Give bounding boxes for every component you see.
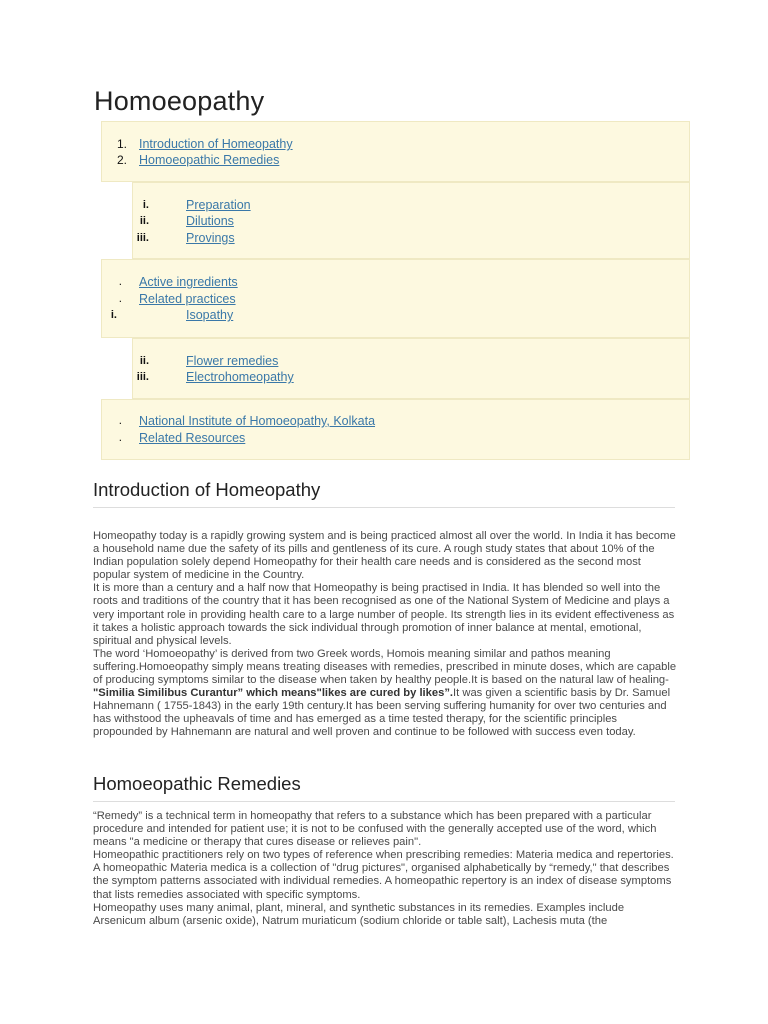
toc-link-introduction[interactable]: Introduction of Homeopathy	[139, 137, 293, 151]
paragraph: It is more than a century and a half now that Homeopathy is being practised in India. It has blended so well into the roots and traditions of the country that it has been recognised as one of the National System of Medicine and plays a very important role in providing health care to a large number of people. Its strength lies in its evident effectiveness as it takes a holistic approach towards the sick individual through promotion of inner balance at mental, emotional, spiritual and physical levels.	[93, 582, 675, 647]
toc-link-electrohomeopathy[interactable]: Electrohomeopathy	[186, 370, 294, 384]
toc-link-dilutions[interactable]: Dilutions	[186, 214, 234, 228]
section-heading-introduction: Introduction of Homeopathy	[93, 479, 675, 508]
toc-link-flower-remedies[interactable]: Flower remedies	[186, 354, 279, 368]
toc-item-marker: .	[118, 293, 122, 305]
toc-link-active-ingredients[interactable]: Active ingredients	[139, 275, 238, 289]
toc-link-related-practices[interactable]: Related practices	[139, 292, 236, 306]
toc-block-resources	[101, 399, 690, 460]
toc-block-main	[101, 121, 690, 182]
text-run: The word ‘Homoeopathy’ is derived from two Greek words, Homois meaning similar and pathos meaning suffering.Homoeopathy simply means treating diseases with remedies, prescribed in minute doses, which are capable of producing symptoms similar to the disease when taken by healthy people.It is based on the natural law of healing-	[93, 647, 677, 687]
toc-item-marker: 2.	[116, 153, 127, 167]
section-heading-remedies: Homoeopathic Remedies	[93, 773, 675, 802]
toc-item-marker: .	[118, 276, 122, 288]
remedies-body	[93, 810, 679, 928]
paragraph: “Remedy” is a technical term in homeopathy that refers to a substance which has been prepared with a particular procedure and intended for patient use; it is not to be confused with the generally accepted use of the word, which means "a medicine or therapy that cures disease or relieves pain".	[93, 810, 657, 849]
toc-item-marker: iii.	[136, 232, 149, 244]
toc-link-preparation[interactable]: Preparation	[186, 198, 251, 212]
toc-item-marker: .	[118, 415, 122, 427]
toc-item-marker: 1.	[116, 137, 127, 151]
paragraph: Homeopathy today is a rapidly growing system and is being practiced almost all over the world. In India it has become a household name due the safety of its pills and gentleness of its cure. A rough study states that about 10% of the Indian population solely depend Homeopathy for their health care needs and is considered as the second most popular system of medicine in the Country.	[93, 530, 676, 582]
toc-link-national-institute[interactable]: National Institute of Homoeopathy, Kolkata	[139, 414, 376, 428]
toc-item-marker: ii.	[139, 215, 149, 227]
text-run: It was given a scientific basis by Dr. Samuel Hahnemann ( 1755-1843) in the early 19th century.It has been serving suffering humanity for over two centuries and has withstood the upheavals of time and has emerged as a time tested therapy, for the scientific principles propounded by Hahnemann are natural and well proven and continue to be followed with success even today.	[93, 687, 671, 739]
bold-quote: "Similia Similibus Curantur” which means"likes are cured by likes”.	[93, 687, 454, 700]
toc-block-ingredients	[101, 259, 690, 338]
toc-block-remedies-sub	[132, 182, 690, 259]
toc-link-isopathy[interactable]: Isopathy	[186, 308, 234, 322]
toc-link-provings[interactable]: Provings	[186, 231, 235, 245]
toc-item-marker: iii.	[136, 371, 149, 383]
toc-item-marker: .	[118, 432, 122, 444]
paragraph	[93, 648, 679, 740]
toc-link-related-resources[interactable]: Related Resources	[139, 431, 246, 445]
paragraph: Homeopathy uses many animal, plant, mineral, and synthetic substances in its remedies. Examples include Arsenicum album (arsenic oxide), Natrum muriaticum (sodium chloride or table salt), Lachesis muta (the	[93, 901, 625, 927]
toc-link-remedies[interactable]: Homoeopathic Remedies	[139, 153, 280, 167]
toc-item-marker: ii.	[139, 355, 149, 367]
introduction-body	[93, 530, 679, 740]
page-title: Homoeopathy	[94, 86, 265, 116]
toc-item-marker: i.	[110, 309, 117, 321]
toc-item-marker: i.	[142, 199, 149, 211]
paragraph: Homeopathic practitioners rely on two types of reference when prescribing remedies: Materia medica and repertories. A homeopathic Materia medica is a collection of "drug pictures", organised alphabetically by “remedy," that describes the symptom patterns associated with individual remedies. A homeopathic repertory is an index of disease symptoms that lists remedies associated with specific symptoms.	[93, 849, 674, 901]
toc-block-practices-sub	[132, 338, 690, 399]
